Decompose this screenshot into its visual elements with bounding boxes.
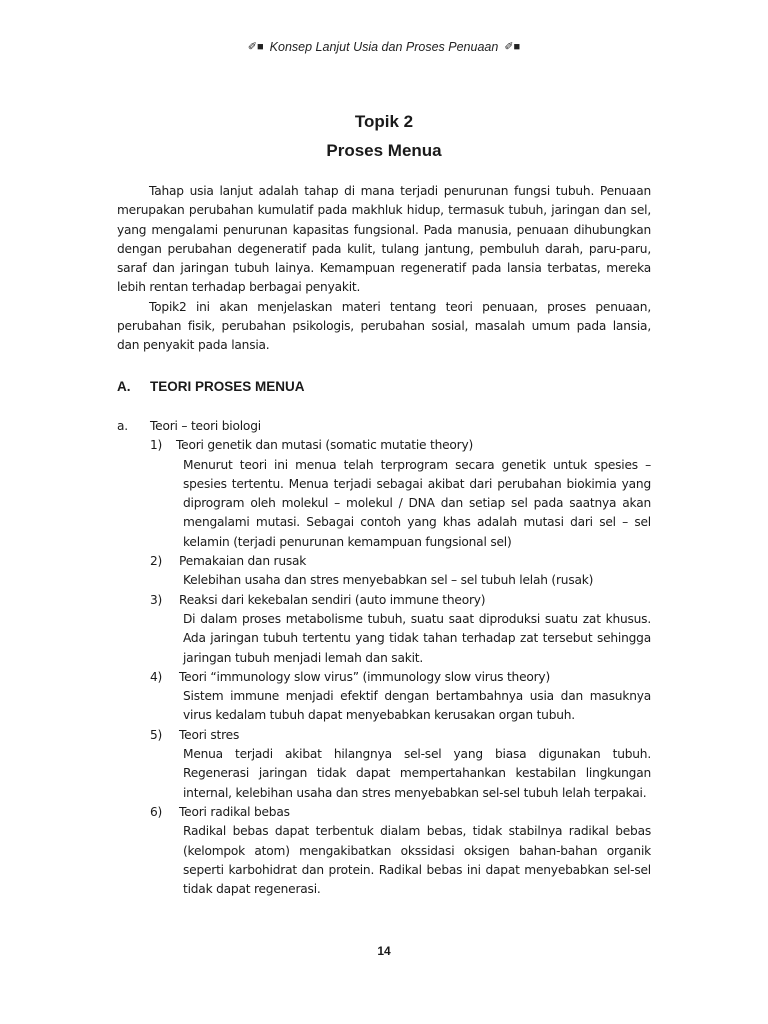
theory-list	[117, 417, 651, 899]
item-title: Reaksi dari kekebalan sendiri (auto immune theory)	[179, 592, 486, 607]
intro-paragraph-2: Topik2 ini akan menjelaskan materi tentang teori penuaan, proses penuaan, perubahan fisik, perubahan psikologis, perubahan sosial, masalah umum pada lansia, dan penyakit pada lansia.	[117, 299, 651, 353]
item-number: 3)	[150, 592, 163, 607]
intro-section	[117, 182, 651, 356]
list-item	[117, 726, 651, 803]
list-item	[117, 552, 651, 591]
subsection-heading	[117, 417, 651, 436]
topic-name: Proses Menua	[326, 141, 442, 160]
item-number: 1)	[150, 438, 163, 453]
item-title: Teori stres	[179, 727, 240, 742]
section-heading	[117, 379, 305, 394]
section-marker: A.	[117, 379, 131, 394]
item-description: Menurut teori ini menua telah terprogram secara genetik untuk spesies – spesies tertentu. Menua terjadi sebagai akibat dari perubahan biokimia yang diprogram oleh molekul – molekul / DNA dan setiap sel pada saatnya akan mengalami mutasi. Sebagai contoh yang khas adalah mutasi dari sel – sel kelamin (terjadi penurunan kemampuan fungsional sel)	[183, 457, 651, 549]
pen-square-ornament-icon: ✐■	[247, 41, 264, 53]
item-number: 6)	[150, 804, 163, 819]
subsection-marker: a.	[117, 419, 128, 433]
intro-paragraph-1: Tahap usia lanjut adalah tahap di mana terjadi penurunan fungsi tubuh. Penuaan merupakan perubahan kumulatif pada makhluk hidup, termasuk tubuh, jaringan dan sel, yang mengalami penurunan kapasitas fungsional. Pada manusia, penuaan dihubungkan dengan perubahan degeneratif pada kulit, tulang jantung, pembuluh darah, paru-paru, saraf dan jaringan tubuh lainya. Kemampuan regeneratif pada lansia terbatas, mereka lebih rentan terhadap berbagai penyakit.	[117, 184, 651, 295]
list-item	[117, 591, 651, 668]
topic-title	[0, 107, 768, 165]
item-description: Kelebihan usaha dan stres menyebabkan sel – sel tubuh lelah (rusak)	[183, 573, 594, 588]
list-item	[117, 668, 651, 726]
item-title: Teori genetik dan mutasi (somatic mutatie theory)	[176, 438, 474, 453]
section-title: TEORI PROSES MENUA	[150, 379, 305, 394]
item-title: Pemakaian dan rusak	[179, 554, 307, 569]
item-title: Teori radikal bebas	[179, 804, 290, 819]
item-description: Radikal bebas dapat terbentuk dialam bebas, tidak stabilnya radikal bebas (kelompok atom) mengakibatkan okssidasi oksigen bahan-bahan organik seperti karbohidrat dan protein. Radikal bebas ini dapat menyebabkan sel-sel tidak dapat regenerasi.	[183, 824, 651, 897]
item-number: 5)	[150, 727, 163, 742]
item-description: Di dalam proses metabolisme tubuh, suatu saat diproduksi suatu zat khusus. Ada jaringan tubuh tertentu yang tidak tahan terhadap zat tersebut sehingga jaringan tubuh menjadi lemah dan sakit.	[183, 611, 651, 665]
list-item	[117, 436, 651, 552]
item-description: Menua terjadi akibat hilangnya sel-sel yang biasa digunakan tubuh. Regenerasi jaringan tidak dapat mempertahankan kestabilan lingkungan internal, kelebihan usaha dan stres menyebabkan sel-sel tubuh lelah terpakai.	[183, 747, 651, 800]
item-number: 2)	[150, 554, 163, 569]
running-header-text: Konsep Lanjut Usia dan Proses Penuaan	[269, 40, 499, 54]
running-header	[0, 40, 768, 54]
item-number: 4)	[150, 669, 163, 684]
topic-number: Topik 2	[354, 112, 414, 131]
subsection-title: Teori – teori biologi	[150, 419, 261, 433]
pen-square-ornament-icon: ✐■	[504, 41, 521, 53]
page-number: 14	[377, 944, 391, 958]
item-title: Teori “immunology slow virus” (immunology slow virus theory)	[179, 669, 550, 684]
item-description: Sistem immune menjadi efektif dengan bertambahnya usia dan masuknya virus kedalam tubuh dapat menyebabkan kerusakan organ tubuh.	[183, 689, 651, 723]
list-item	[117, 803, 651, 899]
